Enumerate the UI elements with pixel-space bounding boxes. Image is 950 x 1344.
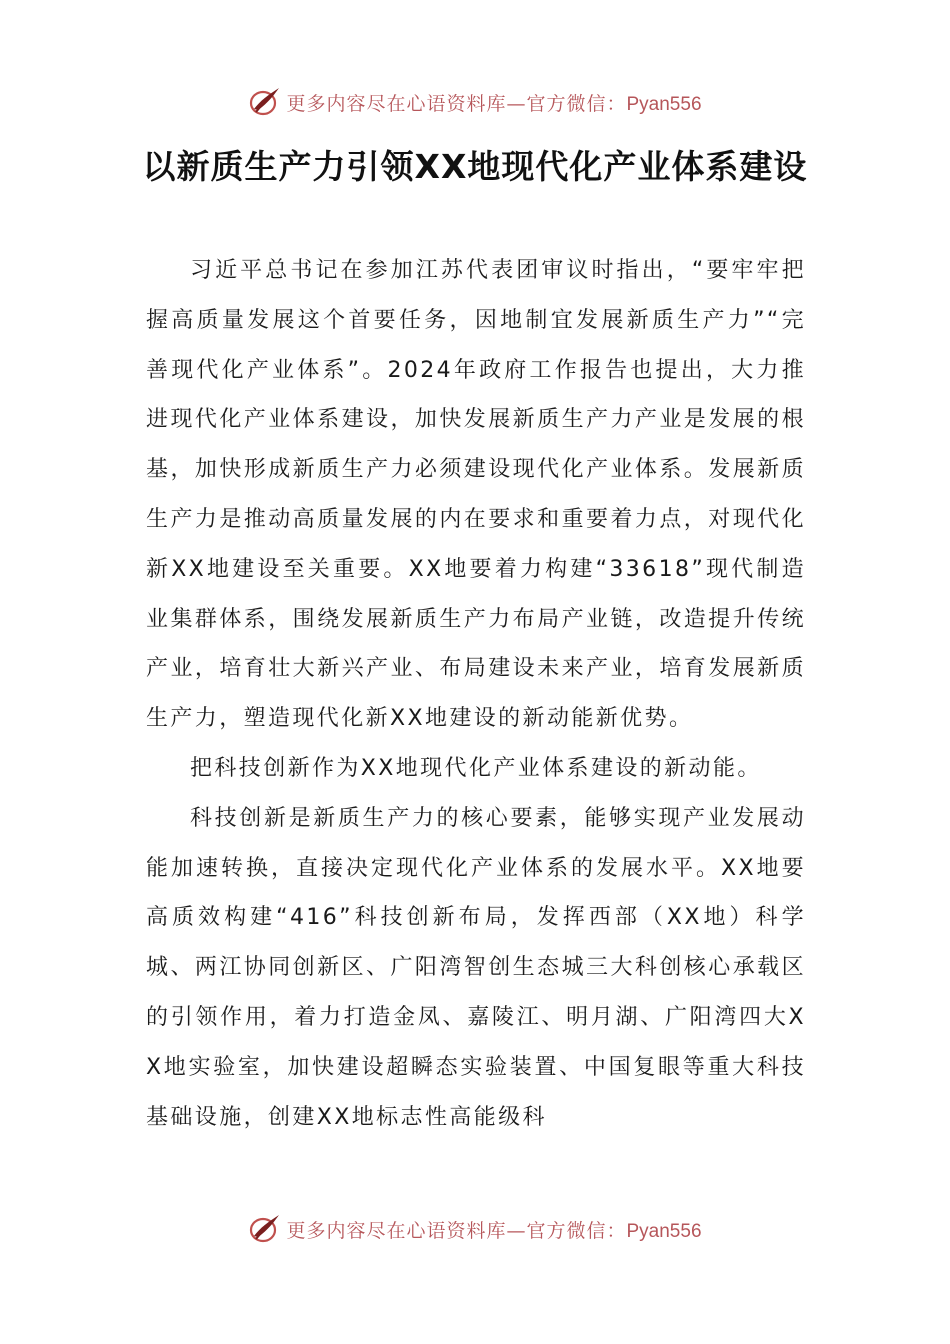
wechat-id: Pyan556 [626, 1220, 702, 1242]
banner-label: 更多内容尽在心语资料库—官方微信： [286, 1219, 627, 1242]
banner-label: 更多内容尽在心语资料库—官方微信： [286, 92, 627, 115]
header-banner [0, 82, 950, 122]
paragraph-3: 科技创新是新质生产力的核心要素，能够实现产业发展动能加速转换，直接决定现代化产业体系的发展水平。XX地要高质效构建“416”科技创新布局，发挥西部（XX地）科学城、两江协同创新区、广阳湾智创生态城三大科创核心承载区的引领作用，着力打造金凤、嘉陵江、明月湖、广阳湾四大XX地实验室，加快建设超瞬态实验装置、中国复眼等重大科技基础设施，创建XX地标志性高能级科 [146, 805, 806, 1130]
paragraph-1: 习近平总书记在参加江苏代表团审议时指出，“要牢牢把握高质量发展这个首要任务，因地制宜发展新质生产力”“完善现代化产业体系”。2024年政府工作报告也提出，大力推进现代化产业体系建设，加快发展新质生产力产业是发展的根基，加快形成新质生产力必须建设现代化产业体系。发展新质生产力是推动高质量发展的内在要求和重要着力点，对现代化新XX地建设至关重要。XX地要着力构建“33618”现代制造业集群体系，围绕发展新质生产力布局产业链，改造提升传统产业，培育壮大新兴产业、布局建设未来产业，培育发展新质生产力，塑造现代化新XX地建设的新动能新优势。 [146, 258, 806, 732]
footer-banner [0, 1209, 950, 1249]
document-title: 以新质生产力引领XX地现代化产业体系建设 [142, 147, 808, 186]
document-body [146, 246, 806, 1142]
banner-text [286, 89, 701, 116]
banner-text [286, 1216, 701, 1243]
quill-pen-logo-icon [248, 1212, 282, 1246]
paragraph-2: 把科技创新作为XX地现代化产业体系建设的新动能。 [190, 755, 762, 781]
wechat-id: Pyan556 [626, 93, 702, 115]
quill-pen-logo-icon [248, 85, 282, 119]
